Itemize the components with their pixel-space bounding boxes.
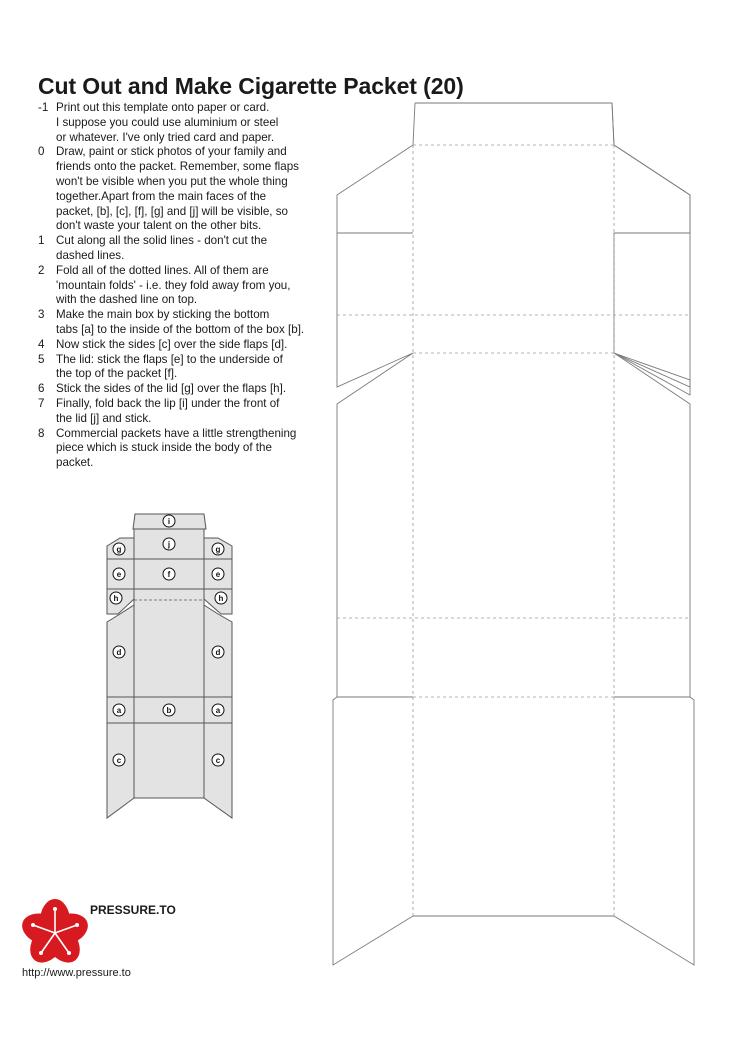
label-j: j	[167, 540, 171, 549]
step-text: Draw, paint or stick photos of your family and friends onto the packet. Remember, some flaps won't be visible when you put the whole thing together.Apart from the main faces of the packet, [b], [c], [f], [g] and [j] will be visible, so don't waste your talent on the other bits.	[56, 145, 299, 233]
label-marker-d-left	[113, 646, 125, 658]
instruction-step	[38, 397, 338, 427]
step-number: 0	[38, 145, 45, 159]
panel-front	[134, 589, 204, 697]
label-h-left: h	[113, 594, 119, 603]
step-number: 3	[38, 308, 45, 322]
label-marker-c-left	[113, 754, 125, 766]
label-marker-d-right	[212, 646, 224, 658]
website-link[interactable]: http://www.pressure.to	[22, 967, 131, 979]
label-c-right: c	[215, 756, 221, 765]
label-marker-g-left	[113, 543, 125, 555]
label-d-left: d	[116, 648, 122, 657]
label-marker-c-right	[212, 754, 224, 766]
instruction-step	[38, 234, 338, 264]
label-g-left: g	[116, 545, 122, 554]
step-text: Commercial packets have a little strengthening piece which is stuck inside the body of the packet.	[56, 426, 297, 470]
label-i: i	[167, 517, 171, 526]
step-text: Cut along all the solid lines - don't cut the dashed lines.	[56, 234, 268, 262]
label-marker-e-left	[113, 568, 125, 580]
step-text: Stick the sides of the lid [g] over the flaps [h].	[56, 382, 287, 396]
step-number: 5	[38, 352, 45, 366]
step-number: 1	[38, 234, 45, 248]
label-h-right: h	[218, 594, 224, 603]
instruction-step	[38, 264, 338, 308]
step-text: Now stick the sides [c] over the side flaps [d].	[56, 337, 288, 351]
instruction-step	[38, 338, 338, 353]
label-a-right: a	[215, 706, 221, 715]
template-cut-lines	[333, 103, 694, 965]
label-marker-a-left	[113, 704, 125, 716]
label-d-right: d	[215, 648, 221, 657]
instruction-step	[38, 353, 338, 383]
label-g-right: g	[215, 545, 221, 554]
template-fold-lines	[337, 145, 690, 916]
label-marker-g-right	[212, 543, 224, 555]
pressure-flower-logo	[20, 898, 90, 968]
brand-name: PRESSURE.TO	[90, 903, 176, 917]
label-marker-i	[163, 515, 175, 527]
label-a-left: a	[116, 706, 122, 715]
label-marker-f	[163, 568, 175, 580]
step-text: Print out this template onto paper or card. I suppose you could use aluminium or steel or whatever. I've only tried card and paper.	[56, 101, 279, 144]
instruction-step	[38, 382, 338, 397]
step-text: Make the main box by sticking the bottom tabs [a] to the inside of the bottom of the box [b].	[56, 308, 305, 336]
instruction-list	[38, 101, 338, 471]
label-e-left: e	[116, 570, 122, 579]
instruction-step	[38, 308, 338, 338]
step-number: 4	[38, 337, 45, 351]
labeled-packet-diagram	[100, 510, 240, 825]
side-c-left	[107, 723, 134, 818]
label-f: f	[167, 570, 171, 579]
page-title: Cut Out and Make Cigarette Packet (20)	[38, 73, 464, 99]
label-marker-b	[163, 704, 175, 716]
panel-back	[134, 723, 204, 798]
step-number: 2	[38, 263, 45, 277]
packet-template	[326, 96, 702, 976]
instruction-step	[38, 101, 338, 145]
step-text: The lid: stick the flaps [e] to the underside of the top of the packet [f].	[56, 352, 283, 381]
label-marker-h-left	[110, 592, 122, 604]
step-number: 7	[38, 396, 45, 410]
label-b: b	[166, 706, 172, 715]
side-c-right	[204, 723, 232, 818]
label-c-left: c	[116, 756, 122, 765]
step-number: 6	[38, 382, 45, 396]
step-text: Finally, fold back the lip [i] under the front of the lid [j] and stick.	[56, 396, 280, 425]
instruction-step	[38, 427, 338, 471]
step-text: Fold all of the dotted lines. All of them are 'mountain folds' - i.e. they fold away from you, with the dashed line on top.	[56, 263, 291, 307]
template-cut-outline	[415, 103, 690, 395]
step-number: 8	[38, 426, 45, 440]
instruction-step	[38, 145, 338, 234]
label-marker-a-right	[212, 704, 224, 716]
label-marker-j	[163, 538, 175, 550]
label-marker-e-right	[212, 568, 224, 580]
label-e-right: e	[215, 570, 221, 579]
step-number: -1	[38, 101, 49, 114]
label-marker-h-right	[215, 592, 227, 604]
